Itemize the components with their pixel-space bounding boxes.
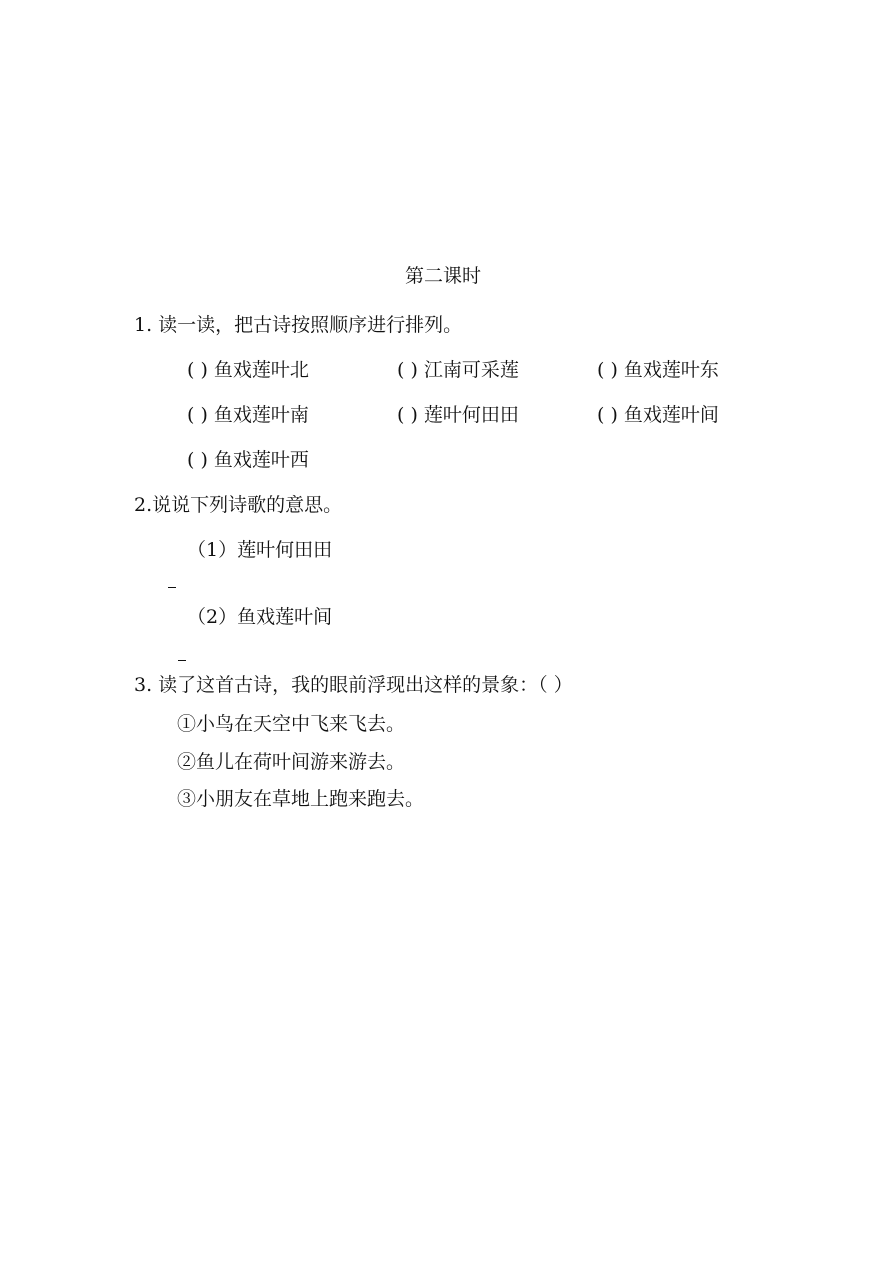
q1-item-3: ( ) 鱼戏莲叶东 [597, 359, 719, 381]
question-2-prompt: 2.说说下列诗歌的意思。 [134, 494, 343, 516]
q3-option-2: ②鱼儿在荷叶间游来游去。 [177, 751, 406, 773]
q1-item-1: ( ) 鱼戏莲叶北 [187, 359, 309, 381]
answer-blank-2[interactable] [178, 660, 186, 661]
q1-item-4: ( ) 鱼戏莲叶南 [187, 404, 309, 426]
q1-item-2: ( ) 江南可采莲 [397, 359, 519, 381]
question-1-prompt: 1. 读一读，把古诗按照顺序进行排列。 [134, 314, 463, 336]
page-title: 第二课时 [405, 265, 482, 287]
q1-item-5: ( ) 莲叶何田田 [397, 404, 519, 426]
q3-option-1: ①小鸟在天空中飞来飞去。 [177, 713, 406, 735]
q1-item-6: ( ) 鱼戏莲叶间 [597, 404, 719, 426]
q3-option-3: ③小朋友在草地上跑来跑去。 [177, 788, 425, 810]
answer-blank-1[interactable] [168, 587, 176, 588]
q2-sub-1: （1）莲叶何田田 [187, 539, 333, 561]
q1-item-7: ( ) 鱼戏莲叶西 [187, 449, 309, 471]
q2-sub-2: （2）鱼戏莲叶间 [187, 606, 333, 628]
question-3-prompt: 3. 读了这首古诗，我的眼前浮现出这样的景象：（ ） [134, 674, 573, 696]
